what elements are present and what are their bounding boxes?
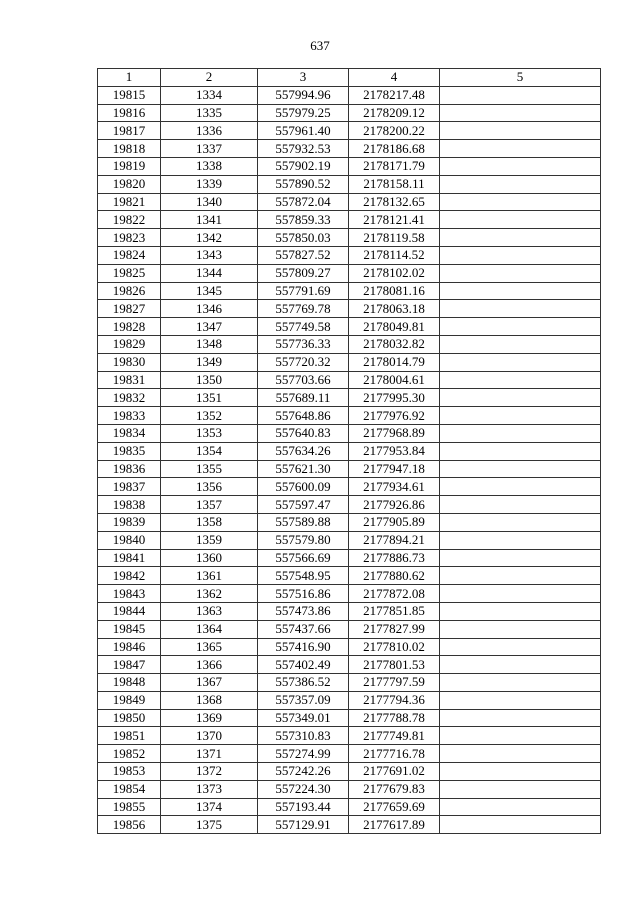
table-row [98,140,601,158]
table-row [98,780,601,798]
table-cell-col-2: 1371 [161,745,258,763]
table-cell-col-4: 2178200.22 [349,122,440,140]
table-cell-col-1: 19849 [98,691,161,709]
table-cell-col-5 [440,602,601,620]
table-cell-col-3: 557566.69 [258,549,349,567]
table-cell-col-2: 1352 [161,407,258,425]
table-row [98,104,601,122]
table-cell-col-1: 19846 [98,638,161,656]
table-cell-col-4: 2177691.02 [349,763,440,781]
table-cell-col-5 [440,300,601,318]
table-cell-col-1: 19855 [98,798,161,816]
table-cell-col-1: 19830 [98,353,161,371]
table-cell-col-3: 557809.27 [258,264,349,282]
table-cell-col-4: 2177797.59 [349,674,440,692]
table-cell-col-2: 1366 [161,656,258,674]
table-cell-col-5 [440,264,601,282]
table-cell-col-3: 557648.86 [258,407,349,425]
table-cell-col-1: 19833 [98,407,161,425]
table-cell-col-3: 557402.49 [258,656,349,674]
table-cell-col-1: 19850 [98,709,161,727]
table-cell-col-5 [440,727,601,745]
table-cell-col-3: 557791.69 [258,282,349,300]
table-cell-col-5 [440,175,601,193]
table-cell-col-4: 2177894.21 [349,531,440,549]
table-row [98,318,601,336]
table-row [98,335,601,353]
table-row [98,353,601,371]
table-cell-col-3: 557769.78 [258,300,349,318]
table-cell-col-4: 2178014.79 [349,353,440,371]
table-row [98,300,601,318]
table-cell-col-2: 1360 [161,549,258,567]
table-row [98,602,601,620]
table-cell-col-5 [440,763,601,781]
table-cell-col-5 [440,424,601,442]
table-cell-col-3: 557859.33 [258,211,349,229]
table-cell-col-2: 1337 [161,140,258,158]
table-cell-col-2: 1359 [161,531,258,549]
table-cell-col-2: 1345 [161,282,258,300]
table-cell-col-5 [440,620,601,638]
table-cell-col-1: 19820 [98,175,161,193]
table-cell-col-5 [440,86,601,104]
table-row [98,763,601,781]
table-cell-col-1: 19844 [98,602,161,620]
table-cell-col-5 [440,371,601,389]
table-cell-col-5 [440,460,601,478]
table-cell-col-3: 557516.86 [258,585,349,603]
table-cell-col-3: 557872.04 [258,193,349,211]
table-cell-col-3: 557349.01 [258,709,349,727]
table-cell-col-5 [440,318,601,336]
table-cell-col-5 [440,780,601,798]
table-cell-col-4: 2177659.69 [349,798,440,816]
table-row [98,585,601,603]
table-cell-col-3: 557994.96 [258,86,349,104]
table-cell-col-5 [440,353,601,371]
table-cell-col-4: 2178114.52 [349,246,440,264]
table-cell-col-3: 557689.11 [258,389,349,407]
table-row [98,371,601,389]
table-cell-col-4: 2178158.11 [349,175,440,193]
table-cell-col-2: 1369 [161,709,258,727]
table-cell-col-1: 19815 [98,86,161,104]
table-cell-col-3: 557736.33 [258,335,349,353]
table-cell-col-3: 557473.86 [258,602,349,620]
table-cell-col-3: 557720.32 [258,353,349,371]
table-cell-col-4: 2177947.18 [349,460,440,478]
table-cell-col-2: 1373 [161,780,258,798]
table-cell-col-5 [440,496,601,514]
table-cell-col-1: 19828 [98,318,161,336]
table-cell-col-2: 1336 [161,122,258,140]
table-cell-col-5 [440,229,601,247]
table-row [98,264,601,282]
table-cell-col-5 [440,104,601,122]
table-row [98,86,601,104]
table-cell-col-5 [440,211,601,229]
table-row [98,567,601,585]
table-row [98,478,601,496]
column-header-1: 1 [98,69,161,87]
table-cell-col-1: 19816 [98,104,161,122]
table-cell-col-4: 2177995.30 [349,389,440,407]
table-cell-col-4: 2177886.73 [349,549,440,567]
table-cell-col-1: 19817 [98,122,161,140]
table-cell-col-2: 1362 [161,585,258,603]
table-cell-col-4: 2178081.16 [349,282,440,300]
table-cell-col-2: 1361 [161,567,258,585]
table-cell-col-5 [440,567,601,585]
table-row [98,175,601,193]
table-cell-col-3: 557416.90 [258,638,349,656]
table-cell-col-2: 1349 [161,353,258,371]
table-cell-col-3: 557579.80 [258,531,349,549]
table-cell-col-2: 1341 [161,211,258,229]
table-row [98,531,601,549]
table-row [98,157,601,175]
table-cell-col-4: 2178119.58 [349,229,440,247]
table-cell-col-4: 2178217.48 [349,86,440,104]
table-row [98,798,601,816]
table-cell-col-5 [440,246,601,264]
table-cell-col-2: 1342 [161,229,258,247]
table-cell-col-4: 2177905.89 [349,513,440,531]
table-row [98,229,601,247]
table-cell-col-1: 19825 [98,264,161,282]
column-header-5: 5 [440,69,601,87]
table-cell-col-3: 557357.09 [258,691,349,709]
table-cell-col-1: 19841 [98,549,161,567]
table-row [98,122,601,140]
table-cell-col-3: 557437.66 [258,620,349,638]
table-cell-col-1: 19827 [98,300,161,318]
table-cell-col-3: 557979.25 [258,104,349,122]
table-cell-col-1: 19836 [98,460,161,478]
table-cell-col-1: 19842 [98,567,161,585]
table-cell-col-4: 2177788.78 [349,709,440,727]
table-row [98,691,601,709]
table-cell-col-4: 2178132.65 [349,193,440,211]
table-cell-col-2: 1343 [161,246,258,264]
table-cell-col-2: 1340 [161,193,258,211]
table-cell-col-2: 1334 [161,86,258,104]
table-cell-col-5 [440,335,601,353]
table-body [98,86,601,833]
table-cell-col-3: 557589.88 [258,513,349,531]
page-number: 637 [310,38,330,53]
table-row [98,709,601,727]
table-cell-col-3: 557850.03 [258,229,349,247]
table-cell-col-5 [440,709,601,727]
table-cell-col-2: 1347 [161,318,258,336]
table-cell-col-5 [440,140,601,158]
table-cell-col-5 [440,549,601,567]
table-row [98,549,601,567]
table-cell-col-3: 557386.52 [258,674,349,692]
table-cell-col-2: 1370 [161,727,258,745]
table-cell-col-3: 557749.58 [258,318,349,336]
table-cell-col-5 [440,442,601,460]
table-cell-col-1: 19823 [98,229,161,247]
table-cell-col-1: 19845 [98,620,161,638]
table-cell-col-4: 2178209.12 [349,104,440,122]
table-row [98,656,601,674]
table-cell-col-4: 2178004.61 [349,371,440,389]
table-cell-col-2: 1355 [161,460,258,478]
table-cell-col-4: 2177953.84 [349,442,440,460]
table-row [98,460,601,478]
table-cell-col-4: 2178063.18 [349,300,440,318]
table-cell-col-1: 19832 [98,389,161,407]
table-cell-col-1: 19854 [98,780,161,798]
column-header-3: 3 [258,69,349,87]
table-cell-col-2: 1344 [161,264,258,282]
table-cell-col-5 [440,282,601,300]
table-cell-col-1: 19831 [98,371,161,389]
table-cell-col-2: 1363 [161,602,258,620]
table-cell-col-5 [440,122,601,140]
table-cell-col-2: 1356 [161,478,258,496]
table-cell-col-1: 19819 [98,157,161,175]
table-cell-col-3: 557224.30 [258,780,349,798]
table-cell-col-4: 2177794.36 [349,691,440,709]
table-cell-col-4: 2177749.81 [349,727,440,745]
table-cell-col-1: 19852 [98,745,161,763]
table-cell-col-1: 19834 [98,424,161,442]
table-cell-col-2: 1365 [161,638,258,656]
table-cell-col-1: 19838 [98,496,161,514]
table-row [98,620,601,638]
table-cell-col-4: 2177872.08 [349,585,440,603]
table-cell-col-1: 19824 [98,246,161,264]
table-cell-col-5 [440,531,601,549]
table-cell-col-3: 557890.52 [258,175,349,193]
table-cell-col-5 [440,638,601,656]
table-cell-col-4: 2177926.86 [349,496,440,514]
table-cell-col-1: 19822 [98,211,161,229]
table-cell-col-5 [440,798,601,816]
table-cell-col-2: 1372 [161,763,258,781]
column-header-4: 4 [349,69,440,87]
table-cell-col-4: 2177851.85 [349,602,440,620]
table-cell-col-1: 19837 [98,478,161,496]
table-row [98,389,601,407]
table-cell-col-2: 1353 [161,424,258,442]
table-cell-col-3: 557703.66 [258,371,349,389]
table-cell-col-2: 1338 [161,157,258,175]
table-cell-col-3: 557310.83 [258,727,349,745]
table-cell-col-5 [440,407,601,425]
table-cell-col-1: 19818 [98,140,161,158]
table-cell-col-2: 1364 [161,620,258,638]
table-cell-col-5 [440,157,601,175]
table-cell-col-4: 2177617.89 [349,816,440,834]
table-cell-col-4: 2177801.53 [349,656,440,674]
table-row [98,211,601,229]
table-cell-col-3: 557548.95 [258,567,349,585]
table-cell-col-3: 557932.53 [258,140,349,158]
table-cell-col-2: 1350 [161,371,258,389]
table-row [98,496,601,514]
table-cell-col-1: 19839 [98,513,161,531]
table-cell-col-1: 19848 [98,674,161,692]
table-row [98,442,601,460]
table-row [98,638,601,656]
table-cell-col-4: 2178121.41 [349,211,440,229]
table-cell-col-3: 557827.52 [258,246,349,264]
column-header-2: 2 [161,69,258,87]
table-cell-col-5 [440,585,601,603]
table-cell-col-4: 2177827.99 [349,620,440,638]
table-cell-col-3: 557634.26 [258,442,349,460]
table-cell-col-5 [440,193,601,211]
table-cell-col-5 [440,513,601,531]
table-cell-col-1: 19856 [98,816,161,834]
table-cell-col-5 [440,478,601,496]
table-cell-col-4: 2177976.92 [349,407,440,425]
table-cell-col-3: 557640.83 [258,424,349,442]
table-cell-col-4: 2178171.79 [349,157,440,175]
table-cell-col-4: 2178032.82 [349,335,440,353]
table-cell-col-1: 19821 [98,193,161,211]
table-cell-col-3: 557902.19 [258,157,349,175]
table-cell-col-4: 2177934.61 [349,478,440,496]
table-row [98,816,601,834]
table-cell-col-2: 1357 [161,496,258,514]
table-cell-col-5 [440,691,601,709]
table-row [98,745,601,763]
table-cell-col-4: 2177968.89 [349,424,440,442]
table-row [98,282,601,300]
table-cell-col-1: 19847 [98,656,161,674]
table-row [98,246,601,264]
table-cell-col-1: 19829 [98,335,161,353]
table-cell-col-2: 1339 [161,175,258,193]
coordinates-table [97,68,601,834]
table-cell-col-2: 1346 [161,300,258,318]
table-cell-col-4: 2177880.62 [349,567,440,585]
table-cell-col-5 [440,816,601,834]
table-cell-col-5 [440,745,601,763]
table-cell-col-2: 1374 [161,798,258,816]
table-cell-col-1: 19840 [98,531,161,549]
table-row [98,674,601,692]
table-header-row [98,69,601,87]
table-row [98,513,601,531]
table-cell-col-3: 557193.44 [258,798,349,816]
table-cell-col-2: 1354 [161,442,258,460]
table-cell-col-2: 1375 [161,816,258,834]
table-cell-col-3: 557274.99 [258,745,349,763]
table-cell-col-2: 1348 [161,335,258,353]
table-cell-col-3: 557961.40 [258,122,349,140]
table-cell-col-4: 2177810.02 [349,638,440,656]
table-cell-col-1: 19826 [98,282,161,300]
table-row [98,727,601,745]
table-row [98,424,601,442]
table-cell-col-2: 1351 [161,389,258,407]
table-cell-col-4: 2178186.68 [349,140,440,158]
table-cell-col-1: 19843 [98,585,161,603]
table-row [98,193,601,211]
table-cell-col-1: 19851 [98,727,161,745]
table-cell-col-2: 1358 [161,513,258,531]
table-cell-col-1: 19853 [98,763,161,781]
table-cell-col-2: 1367 [161,674,258,692]
table-cell-col-5 [440,674,601,692]
table-cell-col-3: 557597.47 [258,496,349,514]
table-cell-col-5 [440,389,601,407]
table-cell-col-4: 2178049.81 [349,318,440,336]
table-cell-col-3: 557600.09 [258,478,349,496]
table-cell-col-2: 1335 [161,104,258,122]
table-row [98,407,601,425]
table-cell-col-5 [440,656,601,674]
table-cell-col-3: 557621.30 [258,460,349,478]
table-cell-col-1: 19835 [98,442,161,460]
table-cell-col-3: 557129.91 [258,816,349,834]
table-cell-col-3: 557242.26 [258,763,349,781]
table-cell-col-4: 2178102.02 [349,264,440,282]
table-cell-col-2: 1368 [161,691,258,709]
table-cell-col-4: 2177679.83 [349,780,440,798]
table-cell-col-4: 2177716.78 [349,745,440,763]
